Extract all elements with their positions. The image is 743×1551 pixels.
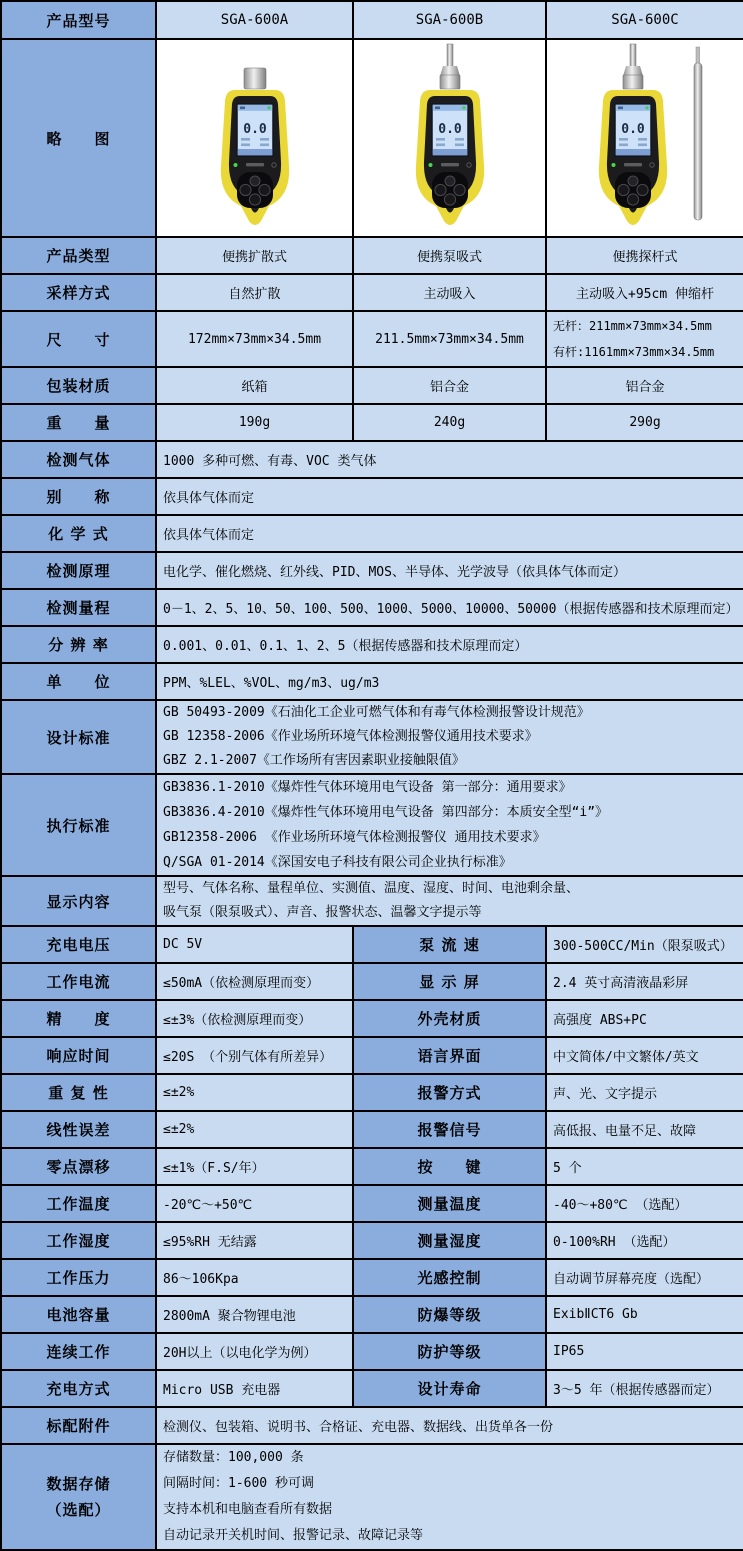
table-row [1,367,743,404]
label-resolution: 分 辨 率 [1,626,156,663]
data-storage-line: 自动记录开关机时间、报警记录、故障记录等 [163,1528,424,1543]
label-detection-principle: 检测原理 [1,552,156,589]
label-execution-standards: 执行标准 [1,774,156,876]
value-response-time: ≤20S （个别气体有所差异） [156,1037,353,1074]
table-row [1,39,743,237]
value-working-pressure: 86～106Kpa [156,1259,353,1296]
product-photo-cell-b [353,39,546,237]
table-row [1,1407,743,1444]
label-product-type: 产品类型 [1,237,156,274]
table-row [1,963,743,1000]
value-measuring-temperature: -40～+80℃ （选配） [546,1185,743,1222]
value-buttons: 5 个 [546,1148,743,1185]
design-standard-line: GBZ 2.1-2007《工作场所有害因素职业接触限值》 [163,753,465,768]
execution-standard-line: GB12358-2006 《作业场所环境气体检测报警仪 通用技术要求》 [163,830,546,845]
label-linearity-error: 线性误差 [1,1111,156,1148]
label-continuous-operation: 连续工作 [1,1333,156,1370]
value-charging-voltage: DC 5V [156,926,353,963]
value-detection-range: 0－1、2、5、10、50、100、500、1000、5000、10000、50000（根据传感器和技术原理而定） [156,589,743,626]
value-weight-b: 240g [353,404,546,441]
value-shell-material: 高强度 ABS+PC [546,1000,743,1037]
design-standard-line: GB 50493-2009《石油化工企业可燃气体和有毒气体检测报警设计规范》 [163,705,590,720]
data-storage-line: 支持本机和电脑查看所有数据 [163,1502,333,1517]
value-units: PPM、%LEL、%VOL、mg/m3、ug/m3 [156,663,743,700]
design-standard-line: GB 12358-2006《作业场所环境气体检测报警仪通用技术要求》 [163,729,538,744]
value-standard-accessories: 检测仪、包装箱、说明书、合格证、充电器、数据线、出货单各一份 [156,1407,743,1444]
label-working-pressure: 工作压力 [1,1259,156,1296]
table-row [1,1074,743,1111]
table-row [1,1296,743,1333]
value-working-temperature: -20℃～+50℃ [156,1185,353,1222]
value-continuous-operation: 20H以上（以电化学为例） [156,1333,353,1370]
value-weight-a: 190g [156,404,353,441]
value-design-standards [156,700,743,774]
label-measuring-humidity: 测量湿度 [353,1222,546,1259]
value-alarm-mode: 声、光、文字提示 [546,1074,743,1111]
model-name-b: SGA-600B [353,1,546,39]
data-storage-label-line: 数据存储 [46,1475,111,1493]
value-protection-rating: IP65 [546,1333,743,1370]
label-alarm-mode: 报警方式 [353,1074,546,1111]
value-product-type-b: 便携泵吸式 [353,237,546,274]
table-row [1,1185,743,1222]
value-light-sensor-control: 自动调节屏幕亮度（选配） [546,1259,743,1296]
label-light-sensor-control: 光感控制 [353,1259,546,1296]
label-charging-method: 充电方式 [1,1370,156,1407]
table-row [1,478,743,515]
label-working-humidity: 工作湿度 [1,1222,156,1259]
value-detection-principle: 电化学、催化燃烧、红外线、PID、MOS、半导体、光学波导（依具体气体而定） [156,552,743,589]
value-sampling-b: 主动吸入 [353,274,546,311]
label-working-current: 工作电流 [1,963,156,1000]
label-alarm-signal: 报警信号 [353,1111,546,1148]
value-weight-c: 290g [546,404,743,441]
table-row [1,1333,743,1370]
table-row [1,876,743,926]
label-sampling-method: 采样方式 [1,274,156,311]
label-packaging-material: 包装材质 [1,367,156,404]
value-dimensions-b: 211.5mm×73mm×34.5mm [353,311,546,367]
table-row [1,1259,743,1296]
table-row [1,311,743,367]
value-pump-flow-rate: 300-500CC/Min（限泵吸式） [546,926,743,963]
table-row [1,441,743,478]
table-row [1,1148,743,1185]
table-row [1,1444,743,1550]
table-row [1,626,743,663]
value-linearity-error: ≤±2% [156,1111,353,1148]
telescopic-rod-tip-icon [696,47,700,64]
value-product-type-a: 便携扩散式 [156,237,353,274]
label-design-standards: 设计标准 [1,700,156,774]
label-detection-range: 检测量程 [1,589,156,626]
label-data-storage [1,1444,156,1550]
product-photo-cell-a [156,39,353,237]
label-response-time: 响应时间 [1,1037,156,1074]
data-storage-optional-line: （选配） [46,1501,111,1519]
value-measuring-humidity: 0-100%RH （选配） [546,1222,743,1259]
table-row [1,1222,743,1259]
value-working-humidity: ≤95%RH 无结露 [156,1222,353,1259]
value-repeatability: ≤±2% [156,1074,353,1111]
label-buttons: 按 键 [353,1148,546,1185]
value-dimensions-c [546,311,743,367]
label-product-model: 产品型号 [1,1,156,39]
label-weight: 重 量 [1,404,156,441]
table-row [1,404,743,441]
value-explosion-proof-rating: ExibⅡCT6 Gb [546,1296,743,1333]
label-chemical-formula: 化 学 式 [1,515,156,552]
table-row [1,926,743,963]
label-units: 单 位 [1,663,156,700]
value-battery-capacity: 2800mA 聚合物锂电池 [156,1296,353,1333]
sga-600a-diffusion-detector-image [185,42,325,234]
table-row [1,589,743,626]
value-data-storage [156,1444,743,1550]
value-sampling-a: 自然扩散 [156,274,353,311]
table-row [1,663,743,700]
value-product-type-c: 便携探杆式 [546,237,743,274]
value-dimensions-a: 172mm×73mm×34.5mm [156,311,353,367]
model-name-a: SGA-600A [156,1,353,39]
label-zero-drift: 零点漂移 [1,1148,156,1185]
value-execution-standards [156,774,743,876]
sga-600c-probe-detector-image [575,42,715,234]
label-language-ui: 语言界面 [353,1037,546,1074]
value-packaging-c: 铝合金 [546,367,743,404]
data-storage-line: 存储数量：100,000 条 [163,1450,304,1465]
execution-standard-line: Q/SGA 01-2014《深国安电子科技有限公司企业执行标准》 [163,855,512,870]
value-chemical-formula: 依具体气体而定 [156,515,743,552]
label-display-screen: 显 示 屏 [353,963,546,1000]
value-design-life: 3～5 年（根据传感器而定） [546,1370,743,1407]
table-row [1,1037,743,1074]
product-photo-cell-c [546,39,743,237]
label-explosion-proof-rating: 防爆等级 [353,1296,546,1333]
value-resolution: 0.001、0.01、0.1、1、2、5（根据传感器和技术原理而定） [156,626,743,663]
label-sketch: 略 图 [1,39,156,237]
execution-standard-line: GB3836.4-2010《爆炸性气体环境用电气设备 第四部分：本质安全型“i”》 [163,805,609,820]
label-measuring-temperature: 测量温度 [353,1185,546,1222]
display-content-line: 吸气泵（限泵吸式）、声音、报警状态、温馨文字提示等 [163,905,482,920]
label-protection-rating: 防护等级 [353,1333,546,1370]
value-display-screen: 2.4 英寸高清液晶彩屏 [546,963,743,1000]
label-alias: 别 称 [1,478,156,515]
table-row [1,1,743,39]
model-name-c: SGA-600C [546,1,743,39]
label-display-content: 显示内容 [1,876,156,926]
value-charging-method: Micro USB 充电器 [156,1370,353,1407]
value-working-current: ≤50mA（依检测原理而变） [156,963,353,1000]
label-design-life: 设计寿命 [353,1370,546,1407]
value-detected-gases: 1000 多种可燃、有毒、VOC 类气体 [156,441,743,478]
value-zero-drift: ≤±1%（F.S/年） [156,1148,353,1185]
table-row [1,1370,743,1407]
value-alias: 依具体气体而定 [156,478,743,515]
label-standard-accessories: 标配附件 [1,1407,156,1444]
label-battery-capacity: 电池容量 [1,1296,156,1333]
table-row [1,237,743,274]
data-storage-line: 间隔时间：1-600 秒可调 [163,1476,314,1491]
table-row [1,774,743,876]
table-row [1,1111,743,1148]
display-content-line: 型号、气体名称、量程单位、实测值、温度、湿度、时间、电池剩余量、 [163,881,580,896]
value-packaging-b: 铝合金 [353,367,546,404]
table-row [1,274,743,311]
value-alarm-signal: 高低报、电量不足、故障 [546,1111,743,1148]
label-detected-gases: 检测气体 [1,441,156,478]
value-accuracy: ≤±3%（依检测原理而变） [156,1000,353,1037]
value-display-content [156,876,743,926]
pump-probe-icon [447,44,453,67]
value-language-ui: 中文简体/中文繁体/英文 [546,1037,743,1074]
dimensions-c-with-rod: 有杆:1161mm×73mm×34.5mm [553,345,715,359]
table-row [1,552,743,589]
label-charging-voltage: 充电电压 [1,926,156,963]
label-dimensions: 尺 寸 [1,311,156,367]
sensor-cap-icon [244,68,266,89]
label-accuracy: 精 度 [1,1000,156,1037]
table-row [1,1000,743,1037]
table-row [1,515,743,552]
label-repeatability: 重 复 性 [1,1074,156,1111]
value-packaging-a: 纸箱 [156,367,353,404]
value-sampling-c: 主动吸入+95cm 伸缩杆 [546,274,743,311]
dimensions-c-without-rod: 无杆：211mm×73mm×34.5mm [553,319,712,333]
table-row [1,700,743,774]
label-working-temperature: 工作温度 [1,1185,156,1222]
label-pump-flow-rate: 泵 流 速 [353,926,546,963]
sga-600b-pump-detector-image [380,42,520,234]
telescopic-rod-icon [694,63,702,220]
label-shell-material: 外壳材质 [353,1000,546,1037]
execution-standard-line: GB3836.1-2010《爆炸性气体环境用电气设备 第一部分：通用要求》 [163,780,572,795]
